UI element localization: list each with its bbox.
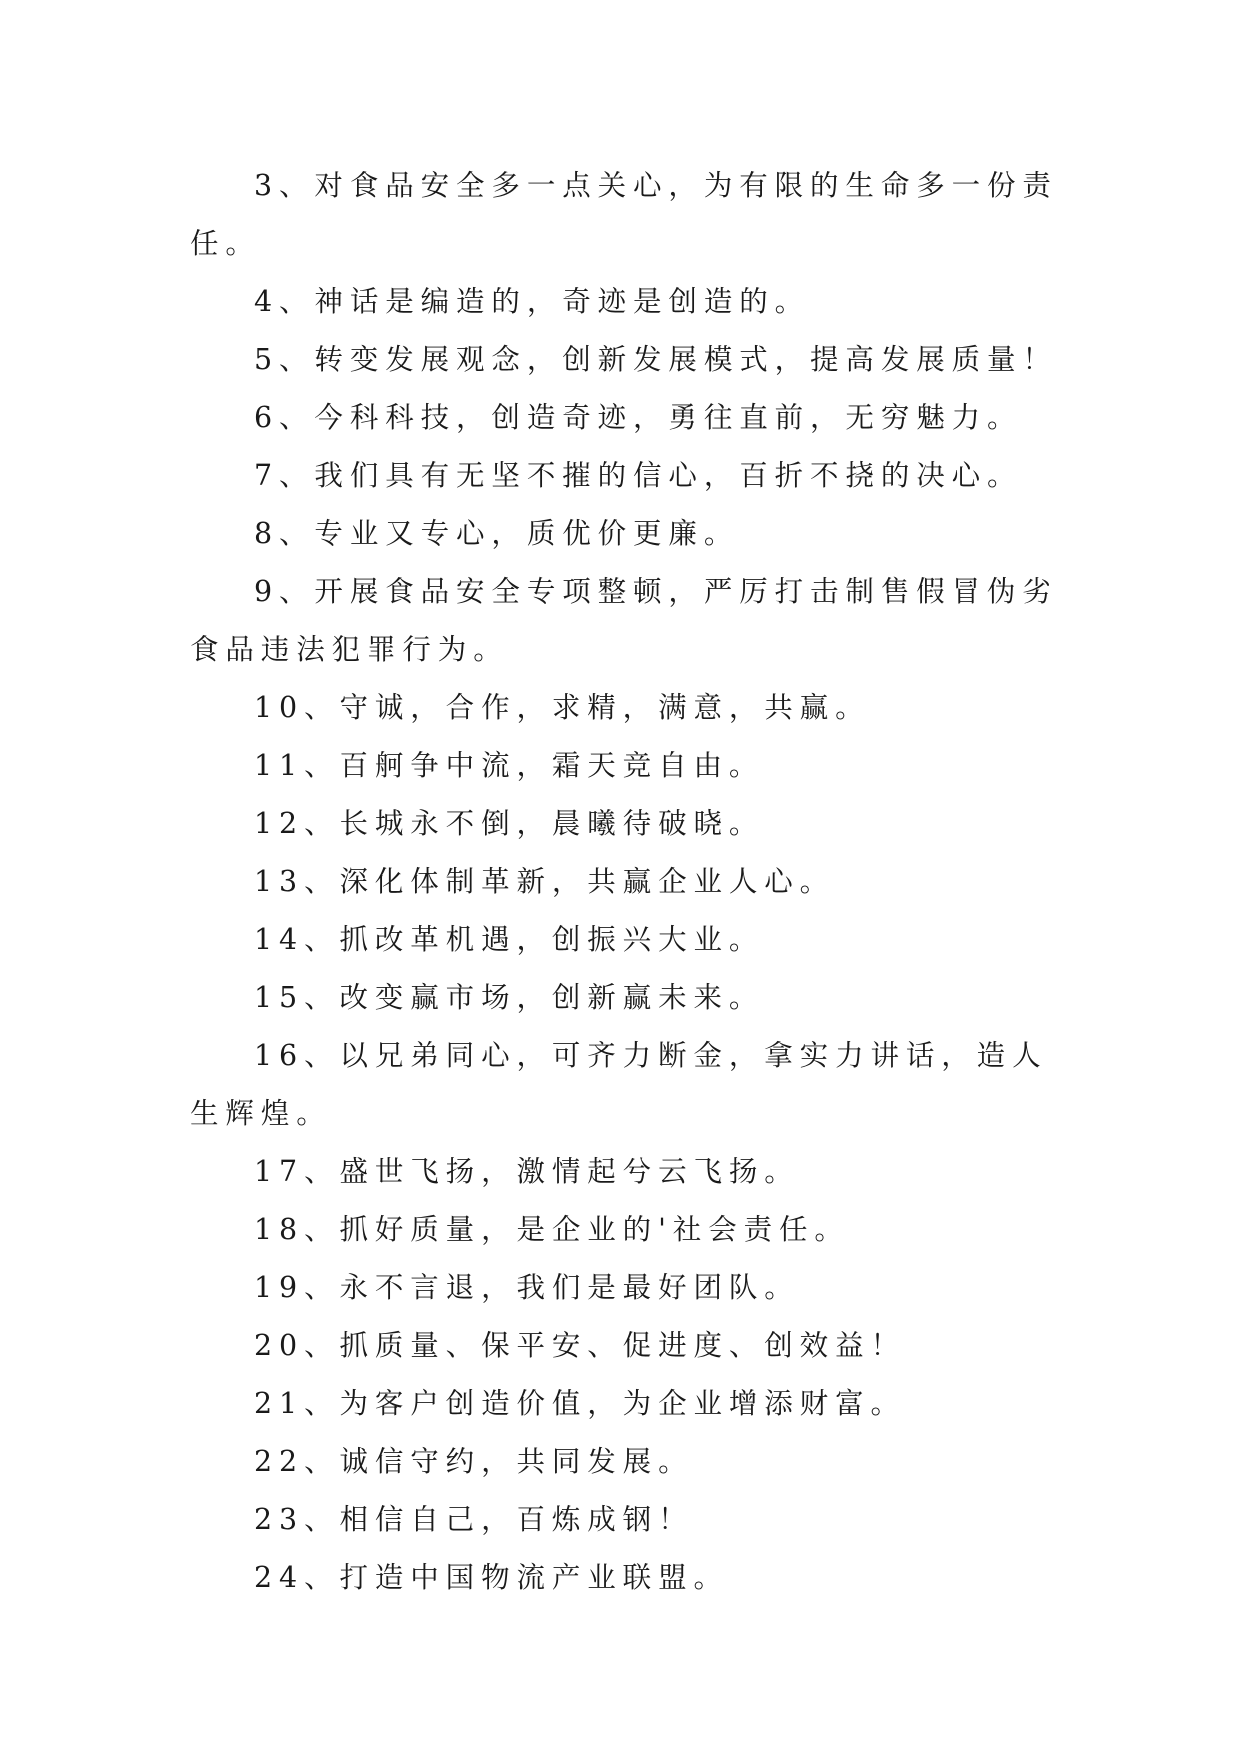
slogan-16: 16、以兄弟同心，可齐力断金，拿实力讲话，造人生辉煌。 [190, 1039, 1048, 1130]
slogan-11: 11、百舸争中流，霜天竞自由。 [254, 749, 765, 782]
slogan-4: 4、神话是编造的，奇迹是创造的。 [254, 285, 811, 318]
slogan-20: 20、抓质量、保平安、促进度、创效益！ [254, 1329, 906, 1362]
slogan-5: 5、转变发展观念，创新发展模式，提高发展质量！ [254, 343, 1058, 376]
document-body [190, 157, 1070, 1607]
slogan-21: 21、为客户创造价值，为企业增添财富。 [254, 1387, 906, 1420]
slogan-22: 22、诚信守约，共同发展。 [254, 1445, 694, 1478]
slogan-7: 7、我们具有无坚不摧的信心，百折不挠的决心。 [254, 459, 1023, 492]
slogan-9: 9、开展食品安全专项整顿，严厉打击制售假冒伪劣食品违法犯罪行为。 [190, 575, 1058, 666]
slogan-19: 19、永不言退，我们是最好团队。 [254, 1271, 800, 1304]
slogan-15: 15、改变赢市场，创新赢未来。 [254, 981, 765, 1014]
slogan-12: 12、长城永不倒，晨曦待破晓。 [254, 807, 765, 840]
slogan-24: 24、打造中国物流产业联盟。 [254, 1561, 729, 1594]
slogan-13: 13、深化体制革新，共赢企业人心。 [254, 865, 836, 898]
slogan-14: 14、抓改革机遇，创振兴大业。 [254, 923, 765, 956]
slogan-18: 18、抓好质量，是企业的'社会责任。 [254, 1213, 850, 1246]
slogan-10: 10、守诚，合作，求精，满意，共赢。 [254, 691, 871, 724]
slogan-8: 8、专业又专心，质优价更廉。 [254, 517, 740, 550]
slogan-17: 17、盛世飞扬，激情起兮云飞扬。 [254, 1155, 800, 1188]
slogan-6: 6、今科科技，创造奇迹，勇往直前，无穷魅力。 [254, 401, 1023, 434]
slogan-23: 23、相信自己，百炼成钢！ [254, 1503, 694, 1536]
slogan-3: 3、对食品安全多一点关心，为有限的生命多一份责任。 [190, 169, 1058, 260]
